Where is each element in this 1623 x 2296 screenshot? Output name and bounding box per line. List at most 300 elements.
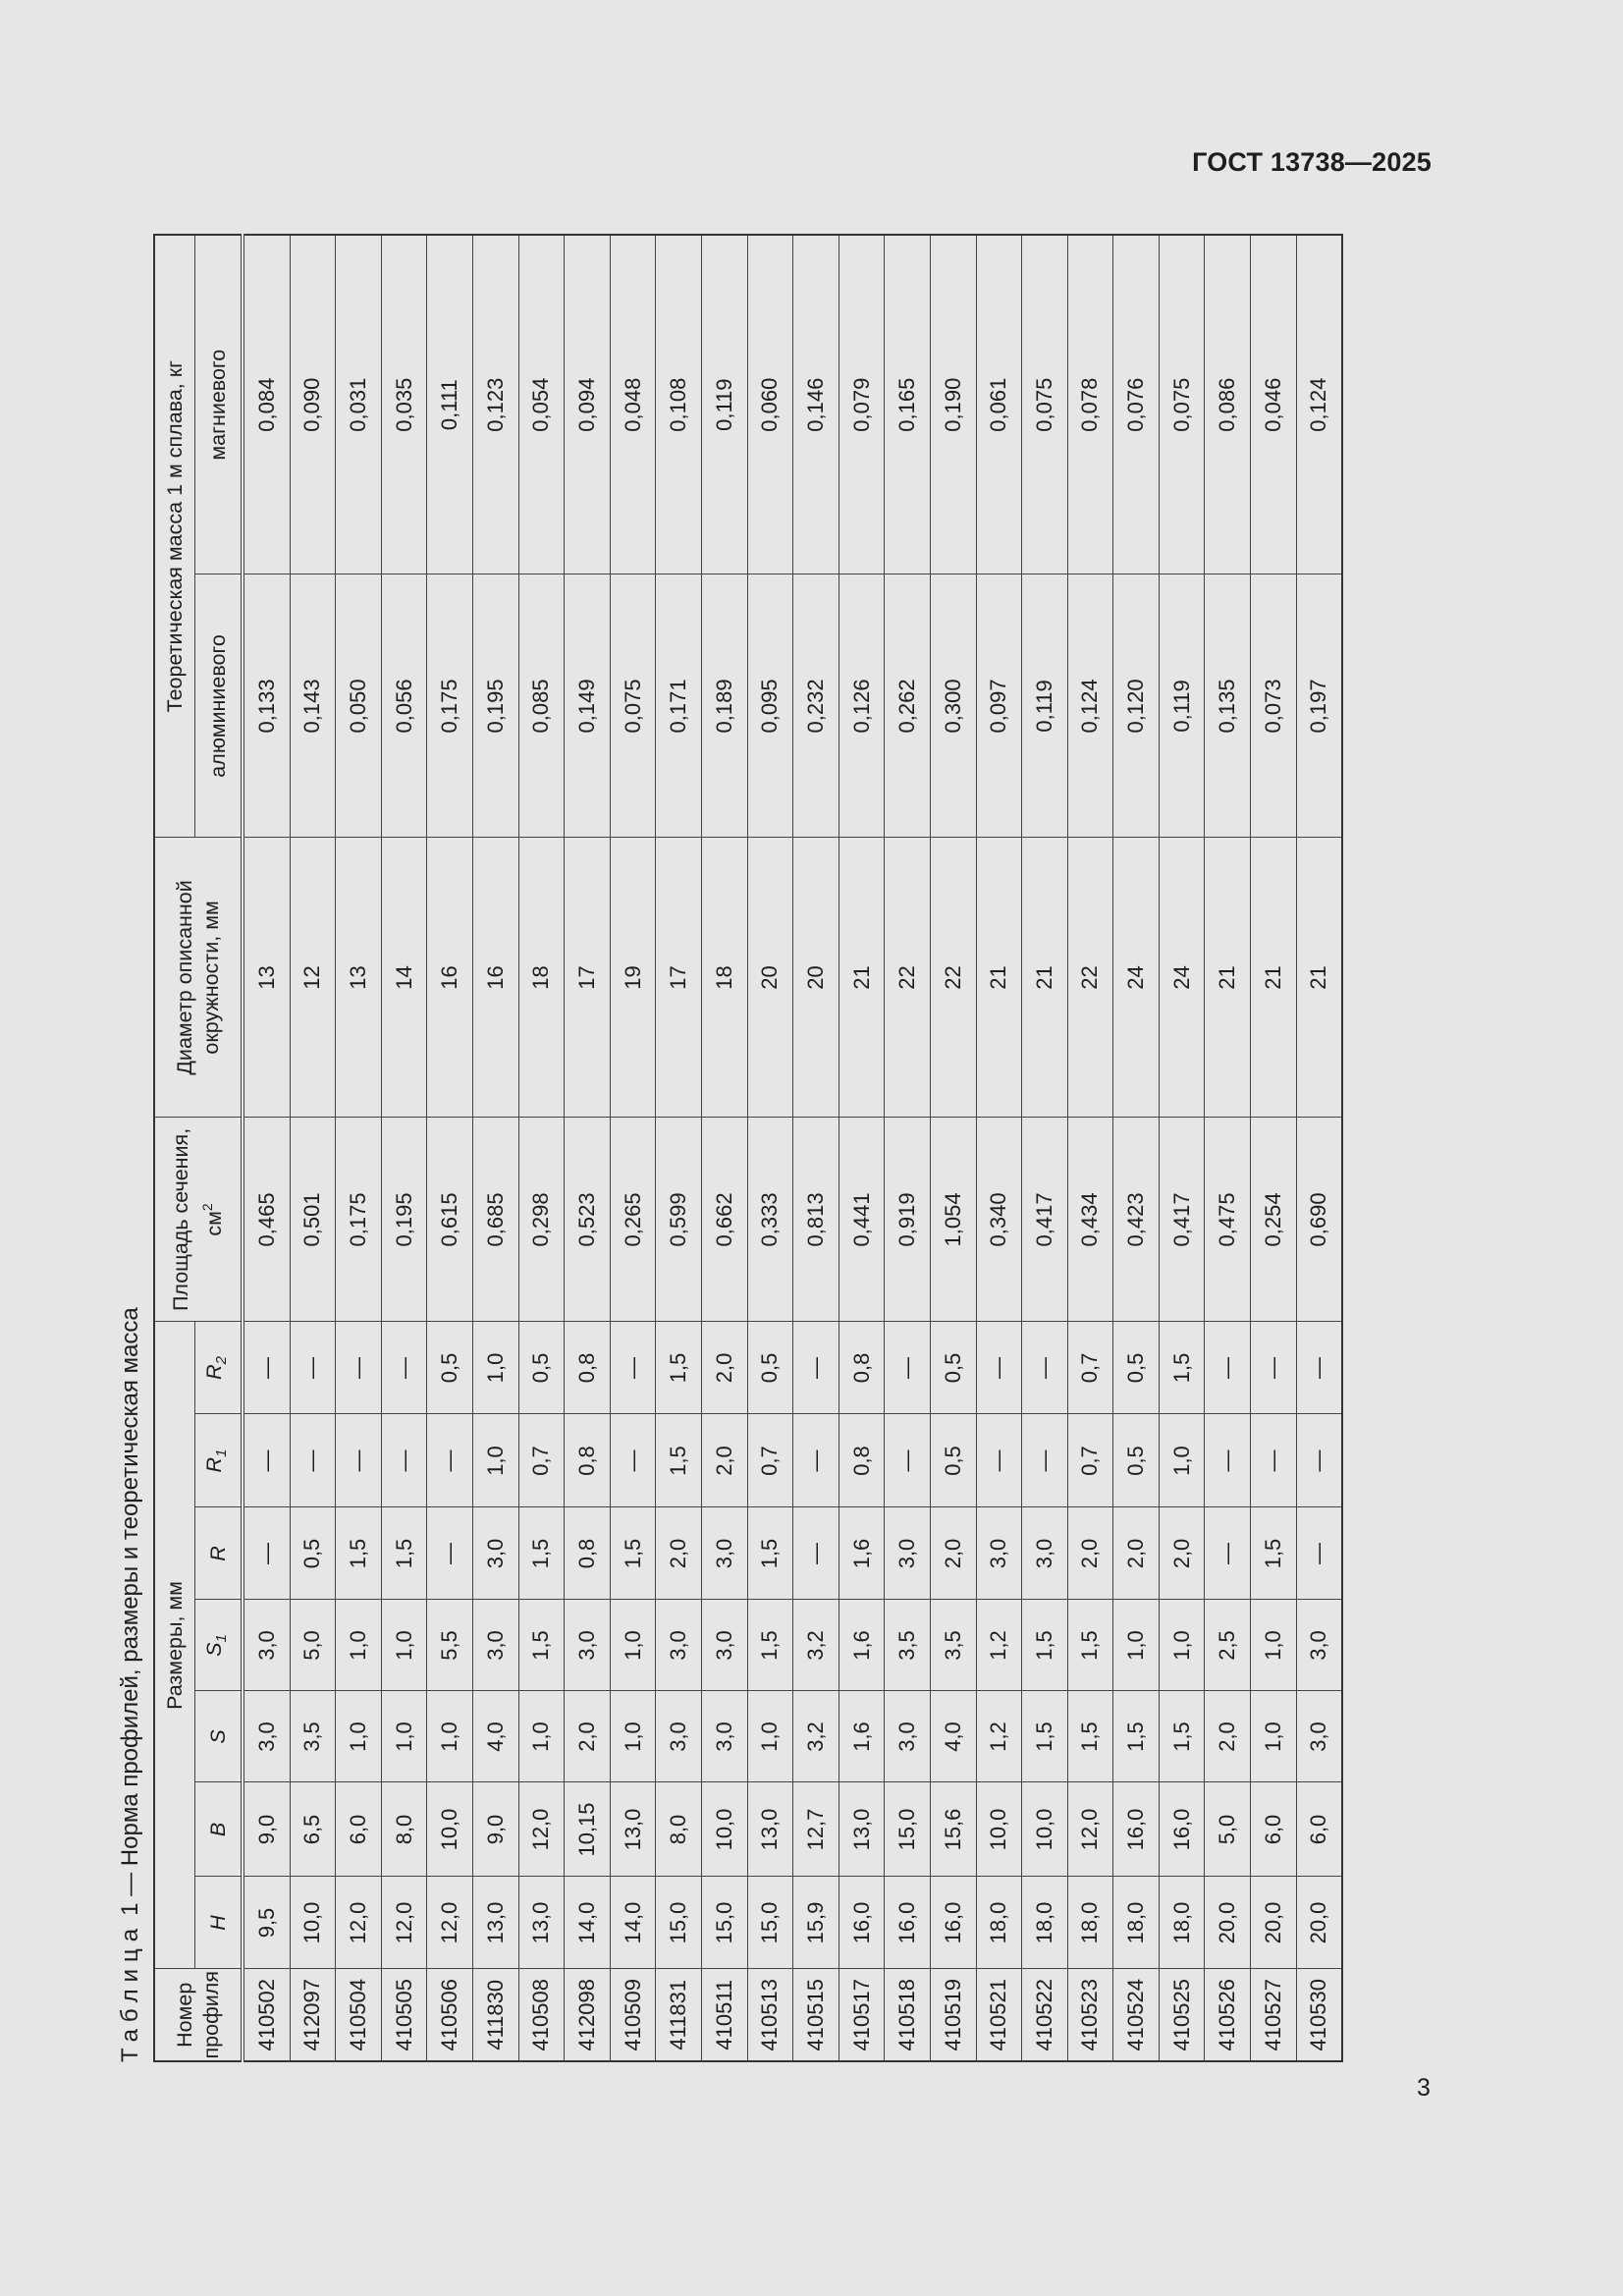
cell-B: 8,0 <box>381 1782 427 1877</box>
cell-R: 3,0 <box>472 1507 518 1600</box>
cell-mass-magnesium: 0,094 <box>565 235 611 574</box>
cell-B: 15,6 <box>930 1782 976 1877</box>
cell-R: — <box>243 1507 290 1600</box>
cell-R2: — <box>610 1322 656 1414</box>
cell-S: 1,0 <box>336 1691 382 1782</box>
cell-section-area: 0,417 <box>1159 1118 1205 1322</box>
cell-H: 16,0 <box>885 1877 931 1969</box>
cell-mass-magnesium: 0,035 <box>381 235 427 574</box>
header-S <box>195 1691 243 1782</box>
cell-R: 0,8 <box>565 1507 611 1600</box>
cell-mass-aluminium: 0,300 <box>930 574 976 838</box>
cell-R1: 0,5 <box>1113 1414 1160 1507</box>
header-circumscribed-diameter: Диаметр описанной окружности, мм <box>154 838 243 1118</box>
header-B <box>195 1782 243 1877</box>
cell-mass-magnesium: 0,075 <box>1159 235 1205 574</box>
cell-S1: 3,0 <box>243 1600 290 1691</box>
cell-mass-aluminium: 0,175 <box>427 574 473 838</box>
table-row <box>793 235 839 2061</box>
header-R <box>195 1507 243 1600</box>
cell-R2: — <box>336 1322 382 1414</box>
cell-S1: 5,0 <box>290 1600 336 1691</box>
cell-H: 13,0 <box>518 1877 565 1969</box>
cell-S: 3,0 <box>885 1691 931 1782</box>
cell-S1: 1,5 <box>1022 1600 1068 1691</box>
cell-R2: 1,0 <box>472 1322 518 1414</box>
table-row <box>427 235 473 2061</box>
cell-section-area: 0,501 <box>290 1118 336 1322</box>
cell-section-area: 0,340 <box>976 1118 1022 1322</box>
header-section-area <box>154 1118 243 1322</box>
cell-S1: 1,0 <box>381 1600 427 1691</box>
cell-profile-number: 410522 <box>1022 1969 1068 2061</box>
cell-diameter: 14 <box>381 838 427 1118</box>
cell-section-area: 0,599 <box>656 1118 702 1322</box>
cell-mass-magnesium: 0,048 <box>610 235 656 574</box>
cell-S1: 3,5 <box>885 1600 931 1691</box>
cell-R: 1,6 <box>839 1507 885 1600</box>
cell-profile-number: 410523 <box>1067 1969 1113 2061</box>
cell-profile-number: 410513 <box>747 1969 793 2061</box>
cell-diameter: 24 <box>1113 838 1160 1118</box>
cell-profile-number: 410506 <box>427 1969 473 2061</box>
header-profile-number: Номер профиля <box>154 1969 243 2061</box>
cell-H: 18,0 <box>976 1877 1022 1969</box>
cell-S: 1,5 <box>1159 1691 1205 1782</box>
cell-R1: — <box>427 1414 473 1507</box>
cell-section-area: 0,254 <box>1251 1118 1297 1322</box>
cell-H: 14,0 <box>610 1877 656 1969</box>
cell-mass-aluminium: 0,143 <box>290 574 336 838</box>
cell-R: — <box>793 1507 839 1600</box>
cell-diameter: 17 <box>565 838 611 1118</box>
cell-R1: 0,7 <box>747 1414 793 1507</box>
cell-diameter: 22 <box>885 838 931 1118</box>
cell-mass-aluminium: 0,232 <box>793 574 839 838</box>
cell-mass-aluminium: 0,073 <box>1251 574 1297 838</box>
cell-mass-aluminium: 0,119 <box>1022 574 1068 838</box>
cell-R: 1,5 <box>1251 1507 1297 1600</box>
cell-mass-aluminium: 0,095 <box>747 574 793 838</box>
cell-S: 1,6 <box>839 1691 885 1782</box>
cell-R: 1,5 <box>336 1507 382 1600</box>
cell-profile-number: 410502 <box>243 1969 290 2061</box>
table-row <box>747 235 793 2061</box>
cell-diameter: 16 <box>427 838 473 1118</box>
cell-S: 1,5 <box>1067 1691 1113 1782</box>
cell-profile-number: 410530 <box>1296 1969 1342 2061</box>
page-number: 3 <box>1417 2074 1431 2102</box>
cell-R2: 0,7 <box>1067 1322 1113 1414</box>
cell-R2: — <box>1205 1322 1251 1414</box>
cell-mass-magnesium: 0,084 <box>243 235 290 574</box>
cell-mass-magnesium: 0,046 <box>1251 235 1297 574</box>
cell-B: 16,0 <box>1113 1782 1160 1877</box>
cell-S: 1,5 <box>1022 1691 1068 1782</box>
cell-S: 3,0 <box>1296 1691 1342 1782</box>
cell-S1: 1,0 <box>610 1600 656 1691</box>
cell-R: 2,0 <box>656 1507 702 1600</box>
cell-mass-magnesium: 0,075 <box>1022 235 1068 574</box>
cell-S: 3,2 <box>793 1691 839 1782</box>
cell-B: 10,0 <box>701 1782 747 1877</box>
cell-profile-number: 410521 <box>976 1969 1022 2061</box>
table-row <box>1022 235 1068 2061</box>
cell-R2: — <box>1296 1322 1342 1414</box>
symbol-R: R <box>205 1546 230 1561</box>
cell-S1: 3,0 <box>656 1600 702 1691</box>
cell-H: 14,0 <box>565 1877 611 1969</box>
cell-R1: 0,8 <box>565 1414 611 1507</box>
cell-profile-number: 410517 <box>839 1969 885 2061</box>
cell-S: 3,0 <box>656 1691 702 1782</box>
cell-mass-aluminium: 0,133 <box>243 574 290 838</box>
cell-mass-magnesium: 0,119 <box>701 235 747 574</box>
cell-R1: — <box>793 1414 839 1507</box>
cell-B: 12,0 <box>1067 1782 1113 1877</box>
cell-R1: 1,0 <box>472 1414 518 1507</box>
cell-diameter: 20 <box>793 838 839 1118</box>
cell-profile-number: 410504 <box>336 1969 382 2061</box>
cell-S1: 3,5 <box>930 1600 976 1691</box>
cell-R1: — <box>1205 1414 1251 1507</box>
cell-H: 20,0 <box>1296 1877 1342 1969</box>
cell-R1: 0,7 <box>1067 1414 1113 1507</box>
cell-section-area: 0,813 <box>793 1118 839 1322</box>
cell-diameter: 18 <box>518 838 565 1118</box>
table-row <box>381 235 427 2061</box>
cell-section-area: 0,919 <box>885 1118 931 1322</box>
cell-B: 9,0 <box>472 1782 518 1877</box>
cell-section-area: 0,417 <box>1022 1118 1068 1322</box>
cell-mass-magnesium: 0,190 <box>930 235 976 574</box>
cell-mass-magnesium: 0,165 <box>885 235 931 574</box>
table-row <box>336 235 382 2061</box>
cell-B: 6,0 <box>1251 1782 1297 1877</box>
cell-R: 3,0 <box>885 1507 931 1600</box>
table-row <box>290 235 336 2061</box>
cell-R: 1,5 <box>381 1507 427 1600</box>
cell-H: 15,0 <box>701 1877 747 1969</box>
cell-R2: 0,8 <box>839 1322 885 1414</box>
cell-mass-aluminium: 0,124 <box>1067 574 1113 838</box>
cell-S: 3,0 <box>243 1691 290 1782</box>
table-row <box>1113 235 1160 2061</box>
table-row <box>701 235 747 2061</box>
cell-R1: — <box>381 1414 427 1507</box>
cell-R: 3,0 <box>976 1507 1022 1600</box>
cell-R2: 0,5 <box>930 1322 976 1414</box>
cell-section-area: 0,690 <box>1296 1118 1342 1322</box>
cell-S1: 1,0 <box>1251 1600 1297 1691</box>
cell-B: 8,0 <box>656 1782 702 1877</box>
cell-B: 9,0 <box>243 1782 290 1877</box>
cell-mass-aluminium: 0,171 <box>656 574 702 838</box>
table-caption-text: 1 — Норма профилей, размеры и теоретическая масса <box>117 1307 143 1916</box>
cell-S1: 1,5 <box>747 1600 793 1691</box>
cell-profile-number: 411831 <box>656 1969 702 2061</box>
cell-profile-number: 410526 <box>1205 1969 1251 2061</box>
cell-diameter: 20 <box>747 838 793 1118</box>
cell-R1: — <box>290 1414 336 1507</box>
table-row <box>472 235 518 2061</box>
cell-R1: 2,0 <box>701 1414 747 1507</box>
cell-S1: 3,0 <box>1296 1600 1342 1691</box>
header-theoretical-mass: Теоретическая масса 1 м сплава, кг <box>154 235 195 838</box>
cell-B: 16,0 <box>1159 1782 1205 1877</box>
cell-profile-number: 410505 <box>381 1969 427 2061</box>
header-S1 <box>195 1600 243 1691</box>
cell-B: 13,0 <box>610 1782 656 1877</box>
cell-mass-magnesium: 0,086 <box>1205 235 1251 574</box>
header-section-area-sup: 2 <box>199 1203 215 1212</box>
cell-mass-magnesium: 0,108 <box>656 235 702 574</box>
cell-section-area: 0,423 <box>1113 1118 1160 1322</box>
cell-diameter: 18 <box>701 838 747 1118</box>
cell-H: 15,9 <box>793 1877 839 1969</box>
cell-R2: 1,5 <box>656 1322 702 1414</box>
cell-B: 12,0 <box>518 1782 565 1877</box>
cell-R1: — <box>885 1414 931 1507</box>
cell-mass-magnesium: 0,090 <box>290 235 336 574</box>
cell-R2: — <box>290 1322 336 1414</box>
cell-R: — <box>1205 1507 1251 1600</box>
cell-H: 20,0 <box>1205 1877 1251 1969</box>
cell-R2: — <box>381 1322 427 1414</box>
cell-section-area: 0,441 <box>839 1118 885 1322</box>
symbol-R1-sub: 1 <box>213 1449 230 1457</box>
cell-diameter: 16 <box>472 838 518 1118</box>
cell-section-area: 0,195 <box>381 1118 427 1322</box>
cell-R: 3,0 <box>701 1507 747 1600</box>
cell-H: 16,0 <box>839 1877 885 1969</box>
cell-mass-aluminium: 0,149 <box>565 574 611 838</box>
symbol-R1: R <box>202 1456 226 1473</box>
cell-S: 1,0 <box>747 1691 793 1782</box>
cell-S1: 1,0 <box>1113 1600 1160 1691</box>
cell-H: 18,0 <box>1067 1877 1113 1969</box>
cell-mass-aluminium: 0,120 <box>1113 574 1160 838</box>
cell-R: 2,0 <box>1159 1507 1205 1600</box>
cell-B: 13,0 <box>747 1782 793 1877</box>
table-caption-prefix: Таблица <box>117 1921 143 2062</box>
cell-H: 12,0 <box>381 1877 427 1969</box>
cell-R1: — <box>336 1414 382 1507</box>
cell-S1: 5,5 <box>427 1600 473 1691</box>
symbol-S: S <box>205 1729 230 1744</box>
cell-profile-number: 410511 <box>701 1969 747 2061</box>
cell-R2: — <box>885 1322 931 1414</box>
cell-profile-number: 410508 <box>518 1969 565 2061</box>
cell-mass-magnesium: 0,060 <box>747 235 793 574</box>
cell-mass-aluminium: 0,119 <box>1159 574 1205 838</box>
cell-section-area: 0,333 <box>747 1118 793 1322</box>
table-row <box>1159 235 1205 2061</box>
cell-section-area: 0,265 <box>610 1118 656 1322</box>
cell-R: — <box>1296 1507 1342 1600</box>
cell-mass-aluminium: 0,085 <box>518 574 565 838</box>
cell-mass-aluminium: 0,262 <box>885 574 931 838</box>
table-row <box>610 235 656 2061</box>
cell-B: 13,0 <box>839 1782 885 1877</box>
header-dimensions: Размеры, мм <box>154 1322 195 1969</box>
profiles-table <box>153 234 1343 2062</box>
table-body <box>243 235 1342 2061</box>
cell-diameter: 13 <box>243 838 290 1118</box>
cell-S1: 3,0 <box>565 1600 611 1691</box>
cell-section-area: 0,465 <box>243 1118 290 1322</box>
symbol-S1: S <box>202 1642 226 1657</box>
cell-diameter: 12 <box>290 838 336 1118</box>
cell-R: 1,5 <box>610 1507 656 1600</box>
cell-section-area: 0,685 <box>472 1118 518 1322</box>
cell-R: 2,0 <box>930 1507 976 1600</box>
cell-S: 1,0 <box>1251 1691 1297 1782</box>
cell-S: 1,0 <box>381 1691 427 1782</box>
cell-R1: 1,5 <box>656 1414 702 1507</box>
cell-profile-number: 410527 <box>1251 1969 1297 2061</box>
table-row <box>930 235 976 2061</box>
cell-profile-number: 410524 <box>1113 1969 1160 2061</box>
cell-B: 6,5 <box>290 1782 336 1877</box>
cell-diameter: 21 <box>1205 838 1251 1118</box>
cell-H: 9,5 <box>243 1877 290 1969</box>
cell-mass-magnesium: 0,123 <box>472 235 518 574</box>
cell-section-area: 0,662 <box>701 1118 747 1322</box>
table-row <box>885 235 931 2061</box>
cell-diameter: 22 <box>1067 838 1113 1118</box>
cell-S1: 3,2 <box>793 1600 839 1691</box>
table-row <box>1296 235 1342 2061</box>
rotated-table-block <box>108 227 1377 2062</box>
cell-mass-magnesium: 0,124 <box>1296 235 1342 574</box>
cell-profile-number: 410519 <box>930 1969 976 2061</box>
cell-mass-magnesium: 0,111 <box>427 235 473 574</box>
cell-section-area: 0,475 <box>1205 1118 1251 1322</box>
cell-section-area: 0,523 <box>565 1118 611 1322</box>
cell-diameter: 21 <box>839 838 885 1118</box>
cell-diameter: 24 <box>1159 838 1205 1118</box>
header-section-area-text: Площадь сечения, см <box>169 1127 226 1312</box>
cell-S1: 3,0 <box>472 1600 518 1691</box>
header-R1 <box>195 1414 243 1507</box>
cell-mass-magnesium: 0,054 <box>518 235 565 574</box>
cell-S: 1,0 <box>518 1691 565 1782</box>
cell-S1: 1,0 <box>336 1600 382 1691</box>
cell-R1: — <box>976 1414 1022 1507</box>
cell-mass-aluminium: 0,197 <box>1296 574 1342 838</box>
cell-section-area: 0,615 <box>427 1118 473 1322</box>
cell-mass-aluminium: 0,189 <box>701 574 747 838</box>
table-row <box>1251 235 1297 2061</box>
cell-H: 12,0 <box>427 1877 473 1969</box>
cell-mass-aluminium: 0,056 <box>381 574 427 838</box>
table-row <box>656 235 702 2061</box>
cell-mass-aluminium: 0,195 <box>472 574 518 838</box>
cell-S1: 2,5 <box>1205 1600 1251 1691</box>
cell-diameter: 21 <box>1251 838 1297 1118</box>
cell-R: 2,0 <box>1113 1507 1160 1600</box>
cell-S: 1,2 <box>976 1691 1022 1782</box>
cell-R2: 0,8 <box>565 1322 611 1414</box>
cell-R: 3,0 <box>1022 1507 1068 1600</box>
cell-profile-number: 410525 <box>1159 1969 1205 2061</box>
table-row <box>1067 235 1113 2061</box>
cell-R1: 0,8 <box>839 1414 885 1507</box>
header-R2 <box>195 1322 243 1414</box>
cell-diameter: 21 <box>976 838 1022 1118</box>
cell-diameter: 21 <box>1296 838 1342 1118</box>
cell-section-area: 0,175 <box>336 1118 382 1322</box>
cell-R: 1,5 <box>518 1507 565 1600</box>
cell-S: 1,5 <box>1113 1691 1160 1782</box>
cell-S1: 1,2 <box>976 1600 1022 1691</box>
symbol-B: B <box>205 1822 230 1837</box>
table-row <box>565 235 611 2061</box>
table-row <box>518 235 565 2061</box>
cell-H: 18,0 <box>1113 1877 1160 1969</box>
cell-mass-magnesium: 0,079 <box>839 235 885 574</box>
cell-R1: — <box>243 1414 290 1507</box>
cell-B: 10,15 <box>565 1782 611 1877</box>
cell-H: 15,0 <box>656 1877 702 1969</box>
cell-B: 10,0 <box>1022 1782 1068 1877</box>
cell-S1: 1,5 <box>518 1600 565 1691</box>
cell-mass-aluminium: 0,075 <box>610 574 656 838</box>
header-H <box>195 1877 243 1969</box>
cell-mass-magnesium: 0,076 <box>1113 235 1160 574</box>
cell-H: 20,0 <box>1251 1877 1297 1969</box>
cell-R: 0,5 <box>290 1507 336 1600</box>
cell-S: 1,0 <box>427 1691 473 1782</box>
document-code: ГОСТ 13738—2025 <box>1192 147 1432 177</box>
cell-diameter: 22 <box>930 838 976 1118</box>
cell-R2: — <box>793 1322 839 1414</box>
cell-B: 15,0 <box>885 1782 931 1877</box>
cell-diameter: 21 <box>1022 838 1068 1118</box>
cell-mass-aluminium: 0,050 <box>336 574 382 838</box>
cell-profile-number: 411830 <box>472 1969 518 2061</box>
cell-H: 15,0 <box>747 1877 793 1969</box>
cell-mass-aluminium: 0,126 <box>839 574 885 838</box>
cell-S1: 1,5 <box>1067 1600 1113 1691</box>
cell-S1: 1,6 <box>839 1600 885 1691</box>
cell-mass-magnesium: 0,146 <box>793 235 839 574</box>
table-row <box>1205 235 1251 2061</box>
cell-R1: — <box>1251 1414 1297 1507</box>
cell-B: 10,0 <box>976 1782 1022 1877</box>
symbol-R2: R <box>202 1364 226 1380</box>
cell-profile-number: 410518 <box>885 1969 931 2061</box>
cell-H: 12,0 <box>336 1877 382 1969</box>
cell-mass-magnesium: 0,031 <box>336 235 382 574</box>
cell-R1: 0,5 <box>930 1414 976 1507</box>
cell-R2: — <box>1251 1322 1297 1414</box>
table-row <box>976 235 1022 2061</box>
symbol-R2-sub: 2 <box>213 1356 230 1365</box>
table-row <box>839 235 885 2061</box>
cell-mass-magnesium: 0,078 <box>1067 235 1113 574</box>
cell-R2: — <box>243 1322 290 1414</box>
cell-R1: — <box>1022 1414 1068 1507</box>
cell-R2: 1,5 <box>1159 1322 1205 1414</box>
cell-R2: 0,5 <box>518 1322 565 1414</box>
cell-R1: — <box>1296 1414 1342 1507</box>
cell-H: 13,0 <box>472 1877 518 1969</box>
cell-section-area: 0,434 <box>1067 1118 1113 1322</box>
cell-H: 10,0 <box>290 1877 336 1969</box>
cell-profile-number: 410509 <box>610 1969 656 2061</box>
